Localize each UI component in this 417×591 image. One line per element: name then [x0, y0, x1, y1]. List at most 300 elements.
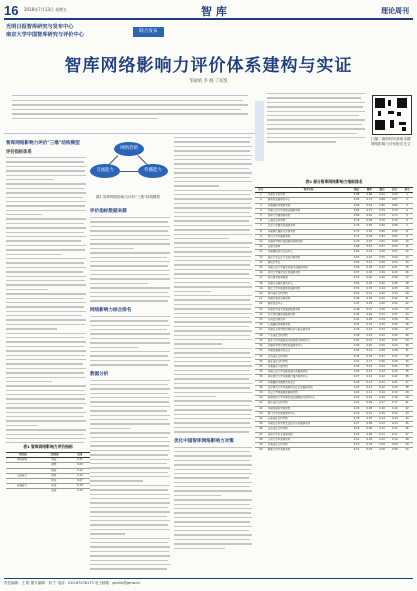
table-caption: 表1 智库网络影响力评价指标: [23, 444, 73, 449]
table-cell: 0.79: [376, 208, 389, 213]
table-cell: 30: [255, 344, 267, 349]
table-cell: 江苏省社会科学院: [267, 354, 350, 359]
table-cell: 0.15: [388, 411, 401, 416]
table-cell: 吉林大学东北亚研究院: [267, 432, 350, 437]
table-cell: 转发: [38, 484, 70, 489]
joint-release-badge: 联合发布: [133, 27, 164, 37]
sidebar-label: [255, 101, 264, 161]
page-header: [4, 3, 413, 17]
table-cell: 23: [401, 307, 413, 312]
table-cell: 0.06: [363, 422, 376, 427]
table-cell: 0.51: [388, 266, 401, 271]
table-cell: 0.38: [376, 307, 389, 312]
table-cell: 16: [401, 271, 413, 276]
table-cell: 47: [401, 432, 413, 437]
table-cell: 0.93: [388, 193, 401, 198]
table-cell: 0.76: [350, 224, 363, 229]
table-cell: 回复: [38, 473, 70, 478]
table-cell: 0.12: [350, 448, 363, 453]
table-cell: 中国发展研究基金会: [267, 349, 350, 354]
table-header-cell: 序号: [255, 188, 267, 193]
table-cell: 0.47: [350, 302, 363, 307]
table-header-cell: 微信: [376, 188, 389, 193]
table-cell: 0.14: [363, 375, 376, 380]
table-cell: 29: [401, 338, 413, 343]
table-cell: 0.35: [376, 323, 389, 328]
table-cell: 0.62: [388, 234, 401, 239]
table-cell: 0.21: [363, 338, 376, 343]
page-number: 16: [4, 3, 19, 18]
table-cell: 0.57: [376, 245, 389, 250]
column-2: [90, 205, 170, 573]
table-cell: 34: [401, 364, 413, 369]
table-cell: 0.30: [363, 297, 376, 302]
table-cell: 0.79: [388, 208, 401, 213]
table-cell: 0.66: [350, 250, 363, 255]
table-cell: 武汉大学国家文化发展研究院: [267, 271, 350, 276]
table-cell: 33: [255, 359, 267, 364]
table-cell: 0.91: [376, 193, 389, 198]
table-cell: 0.48: [388, 276, 401, 281]
arrow-connector: [138, 155, 148, 165]
table-cell: 0.36: [388, 318, 401, 323]
table-cell: 中国与全球化研究中心: [267, 281, 350, 286]
arrow-connector: [120, 171, 138, 172]
table-cell: 0.19: [363, 349, 376, 354]
table-cell: 0.29: [388, 344, 401, 349]
table-cell: 24: [401, 312, 413, 317]
table-cell: 8: [401, 229, 413, 234]
table-cell: 40: [401, 396, 413, 401]
table-cell: 21: [255, 297, 267, 302]
table-cell: 28: [401, 333, 413, 338]
table-cell: 0.28: [388, 349, 401, 354]
supplement-name: 理论周刊: [381, 6, 409, 15]
table-cell: 0.11: [363, 390, 376, 395]
table-cell: 0.38: [363, 266, 376, 271]
table-cell: 中国人民大学首都发展与战略研究院: [267, 370, 350, 375]
table-cell: 44: [401, 416, 413, 421]
table-cell: 0.80: [376, 203, 389, 208]
table-cell: 0.41: [376, 297, 389, 302]
table-cell: 0.66: [376, 229, 389, 234]
table-cell: 0.64: [363, 203, 376, 208]
table-cell: 0.40: [376, 302, 389, 307]
table-cell: 0.18: [376, 396, 389, 401]
table-cell: 西南财经大学中国家庭金融调查与研究中心: [267, 396, 350, 401]
table-cell: 0.12: [376, 427, 389, 432]
table-row: [255, 448, 413, 453]
table-cell: 0.13: [350, 442, 363, 447]
table-cell: 0.20: [363, 344, 376, 349]
table-cell: 28: [255, 333, 267, 338]
table-cell: 0.08: [363, 406, 376, 411]
table-cell: 0.39: [388, 307, 401, 312]
table-cell: 0.22: [350, 396, 363, 401]
publisher-lines: [6, 23, 84, 39]
table-cell: 中国科学技术发展战略研究院: [267, 307, 350, 312]
table-cell: 35: [401, 370, 413, 375]
sidebar-text: [267, 93, 365, 146]
table-cell: 0.08: [70, 463, 90, 468]
table-cell: 0.46: [388, 281, 401, 286]
abstract-rule: [4, 133, 258, 134]
table-cell: 浙江省社会科学院: [267, 401, 350, 406]
section-title: 智 库: [201, 5, 227, 18]
table-cell: 27: [255, 328, 267, 333]
table-cell: 0.90: [350, 203, 363, 208]
table-cell: 0.35: [388, 323, 401, 328]
table-cell: 0.29: [350, 370, 363, 375]
table-cell: 0.32: [388, 333, 401, 338]
table-cell: 9: [401, 234, 413, 239]
table-cell: 6: [255, 219, 267, 224]
table-cell: 四川省社会科学院: [267, 292, 350, 297]
table-cell: 13: [401, 255, 413, 260]
table-cell: 0.88: [376, 198, 389, 203]
table-cell: 22: [401, 302, 413, 307]
table-cell: 7: [255, 224, 267, 229]
table-cell: 10: [255, 240, 267, 245]
table-cell: 0.29: [363, 302, 376, 307]
table-cell: 0.33: [350, 354, 363, 359]
table-cell: 中国国际问题研究基金会: [267, 380, 350, 385]
table-cell: 0.37: [350, 338, 363, 343]
table-header-cell: 综合: [388, 188, 401, 193]
table-cell: 0.15: [376, 411, 389, 416]
section-heading: 优化中国智库网络影响力对策: [174, 438, 234, 444]
table-cell: 0.44: [363, 250, 376, 255]
table-cell: 23: [255, 307, 267, 312]
table-cell: 中国社会科学院: [267, 193, 350, 198]
table-cell: 27: [401, 328, 413, 333]
table-cell: 察哈尔学会: [267, 260, 350, 265]
table-cell: 0.16: [350, 427, 363, 432]
table-cell: 19: [255, 286, 267, 291]
table-cell: 17: [401, 276, 413, 281]
table-cell: 中国铁道科学研究院: [267, 406, 350, 411]
table-cell: 29: [255, 338, 267, 343]
table-cell: 0.15: [363, 370, 376, 375]
table-cell: 中央党校国际战略研究院: [267, 312, 350, 317]
table-cell: 39: [255, 390, 267, 395]
table-cell: 0.74: [350, 229, 363, 234]
table-cell: 中国宏观经济研究院: [267, 297, 350, 302]
table-cell: 3: [401, 203, 413, 208]
table-cell: 0.09: [376, 442, 389, 447]
table-cell: 上海社会科学院: [267, 219, 350, 224]
table-cell: 0.19: [388, 390, 401, 395]
table-cell: 0.23: [376, 370, 389, 375]
table-cell: 0.23: [363, 328, 376, 333]
column-3: [174, 137, 252, 573]
table-cell: 49: [401, 442, 413, 447]
table-cell: 0.26: [363, 312, 376, 317]
table-cell: 43: [401, 411, 413, 416]
table-header-cell: 一级指标: [6, 453, 38, 458]
table-cell: 0.07: [363, 416, 376, 421]
table-cell: 0.50: [363, 229, 376, 234]
table-cell: 0.26: [350, 380, 363, 385]
table-cell: 0.18: [363, 354, 376, 359]
table-cell: 0.25: [350, 385, 363, 390]
table-cell: 0.19: [376, 390, 389, 395]
table-cell: 48: [255, 437, 267, 442]
table-cell: 0.24: [363, 323, 376, 328]
table-cell: 0.27: [388, 354, 401, 359]
table-cell: 24: [255, 312, 267, 317]
table-cell: 0.80: [388, 203, 401, 208]
table-cell: 0.22: [376, 375, 389, 380]
table-cell: 0.82: [350, 208, 363, 213]
table-cell: 0.14: [350, 437, 363, 442]
node-communication: 交流能力: [90, 164, 120, 178]
table-cell: 4: [255, 208, 267, 213]
table-cell: 0.27: [363, 307, 376, 312]
body-text: [6, 157, 86, 443]
table-cell: 11: [401, 245, 413, 250]
table-cell: 0.21: [376, 380, 389, 385]
section-heading: 数据分析: [90, 371, 109, 377]
table-cell: 0.31: [363, 292, 376, 297]
table-cell: 16: [255, 271, 267, 276]
table-cell: 0.61: [376, 240, 389, 245]
table-cell: 河南省社会科学院: [267, 442, 350, 447]
table-cell: 0.61: [363, 214, 376, 219]
table-cell: 0.05: [363, 427, 376, 432]
table-header-cell: 微博: [363, 188, 376, 193]
qr-code[interactable]: [372, 95, 412, 135]
table-cell: 0.43: [350, 318, 363, 323]
table-cell: 0.53: [388, 260, 401, 265]
table-cell: 中国农业科学院农业经济与发展研究所: [267, 422, 350, 427]
table-cell: 中国人民大学重阳金融研究院: [267, 208, 350, 213]
table-cell: 山东省社会科学院: [267, 427, 350, 432]
table-cell: 0.10: [70, 489, 90, 494]
table-cell: 0.63: [376, 234, 389, 239]
table-cell: 0.69: [376, 224, 389, 229]
table-cell: 0.86: [363, 193, 376, 198]
table-cell: 0.42: [376, 292, 389, 297]
table-cell: 中国浦东干部学院: [267, 364, 350, 369]
table-cell: 0.71: [350, 234, 363, 239]
table-cell: 26: [401, 323, 413, 328]
table-cell: 0.13: [388, 422, 401, 427]
table-cell: 37: [401, 380, 413, 385]
table-ranking: [255, 179, 413, 452]
table-cell: 微信: [38, 468, 70, 473]
table-cell: 38: [255, 385, 267, 390]
table-cell: 0.12: [363, 385, 376, 390]
table-header-cell: 网站: [350, 188, 363, 193]
table-cell: 0.55: [363, 224, 376, 229]
table-cell: 北京大学国家发展研究院: [267, 224, 350, 229]
table-cell: 14: [255, 260, 267, 265]
issue-date: 2018年7月13日 星期五: [24, 7, 68, 12]
table-cell: 0.07: [70, 479, 90, 484]
table-cell: 5: [401, 214, 413, 219]
table-cell: 15: [401, 266, 413, 271]
table-cell: 0.72: [363, 198, 376, 203]
table-cell: 0.60: [350, 260, 363, 265]
table-cell: 0.31: [388, 338, 401, 343]
table-cell: 0.42: [388, 297, 401, 302]
qr-caption-text: 扫描二维码即可获取本期网络影响力评价报告全文: [371, 137, 411, 147]
table-cell: 14: [401, 260, 413, 265]
table-cell: 0.16: [363, 364, 376, 369]
table-cell: 0.45: [363, 240, 376, 245]
table-cell: 0.21: [350, 401, 363, 406]
table-cell: 0.57: [350, 271, 363, 276]
table-cell: 36: [401, 375, 413, 380]
table-cell: 0.14: [388, 416, 401, 421]
qr-caption: [371, 137, 413, 148]
table-cell: 0.34: [376, 318, 389, 323]
table-cell: 阅读: [38, 489, 70, 494]
table-cell: 兰州大学中亚研究所: [267, 437, 350, 442]
table-cell: 0.57: [388, 250, 401, 255]
table-cell: 44: [255, 416, 267, 421]
table-cell: 0.87: [388, 198, 401, 203]
table-cell: 0.33: [363, 286, 376, 291]
table-cell: 0.70: [350, 240, 363, 245]
table-cell: 0.34: [388, 328, 401, 333]
table-cell: 中山大学粤港澳发展研究院: [267, 390, 350, 395]
table-cell: 0.37: [376, 312, 389, 317]
table-cell: 3: [255, 203, 267, 208]
table-cell: 中国科学院科技战略咨询研究院: [267, 240, 350, 245]
table-cell: 0.54: [350, 281, 363, 286]
table-cell: 37: [255, 380, 267, 385]
table-cell: 云南省社会科学院: [267, 416, 350, 421]
table-cell: 0.24: [376, 364, 389, 369]
table-cell: 国家信息中心: [267, 302, 350, 307]
table-cell: 0.19: [350, 411, 363, 416]
table-cell: [6, 489, 38, 494]
table-cell: 0.49: [363, 234, 376, 239]
table-cell: 7: [401, 224, 413, 229]
table-cell: 0.03: [363, 448, 376, 453]
table-cell: 0.59: [388, 245, 401, 250]
table-cell: 20: [401, 292, 413, 297]
table-cell: 厦门大学东南亚研究中心: [267, 411, 350, 416]
table-cell: 0.20: [376, 385, 389, 390]
table-cell: 2: [401, 198, 413, 203]
table-cell: 0.27: [376, 354, 389, 359]
table-cell: 30: [401, 344, 413, 349]
table-cell: 6: [401, 219, 413, 224]
table-cell: 0.25: [388, 364, 401, 369]
table-cell: 0.10: [376, 437, 389, 442]
table-cell: 0.52: [363, 245, 376, 250]
table-cell: 新疆大学中亚研究院: [267, 448, 350, 453]
table-cell: 0.16: [388, 406, 401, 411]
table-cell: 0.98: [350, 193, 363, 198]
table-cell: 0.04: [363, 442, 376, 447]
table-header-cell: 权重: [70, 453, 90, 458]
article-title: 智库网络影响力评价体系建构与实证: [64, 56, 353, 76]
table-cell: 网站: [38, 458, 70, 463]
table-cell: 0.38: [350, 333, 363, 338]
table-cell: 0.58: [363, 219, 376, 224]
table-cell: 0.50: [350, 292, 363, 297]
table-cell: 0.28: [363, 318, 376, 323]
table-cell: 全球化智库: [267, 245, 350, 250]
table-cell: 25: [255, 318, 267, 323]
table-cell: 0.65: [388, 229, 401, 234]
table-cell: 0.14: [70, 473, 90, 478]
table-cell: 评论: [38, 479, 70, 484]
table-cell: 18: [401, 281, 413, 286]
table-cell: 北京师范大学中国教育与社会发展研究院: [267, 385, 350, 390]
table-cell: 0.73: [388, 214, 401, 219]
table-cell: 5: [255, 214, 267, 219]
table-cell: 0.68: [388, 224, 401, 229]
table-cell: 0.17: [350, 422, 363, 427]
table-cell: 32: [401, 354, 413, 359]
table-cell: 20: [255, 292, 267, 297]
table-cell: 0.52: [376, 266, 389, 271]
table-cell: 0.80: [350, 214, 363, 219]
table-cell: 国务院发展研究中心: [267, 198, 350, 203]
table-cell: 19: [401, 286, 413, 291]
figure-model: [88, 138, 168, 203]
table-cell: 0.78: [350, 219, 363, 224]
table-cell: 47: [255, 432, 267, 437]
table-cell: 0.55: [350, 276, 363, 281]
table-cell: 40: [255, 396, 267, 401]
table-cell: 0.17: [363, 359, 376, 364]
table-cell: 0.26: [388, 359, 401, 364]
node-dissemination: 传播能力: [138, 164, 168, 178]
table-cell: 0.63: [350, 255, 363, 260]
table-cell: 42: [255, 406, 267, 411]
table-cell: 0.07: [363, 411, 376, 416]
table-cell: 清华大学国情研究院: [267, 214, 350, 219]
table-cell: 0.12: [388, 427, 401, 432]
table-cell: 0.18: [350, 416, 363, 421]
table-cell: 0.33: [376, 328, 389, 333]
table-cell: 0.54: [388, 255, 401, 260]
table-cell: 46: [255, 427, 267, 432]
page-footer: 责任编辑：王 彬 图片编辑：刘 宁 电话：010-67078175 电子邮箱：gmllrk@gmw.cn: [4, 578, 413, 586]
table-cell: 0.58: [376, 250, 389, 255]
table-cell: 0.43: [388, 292, 401, 297]
table-cell: 21: [401, 297, 413, 302]
node-network-marketing: 网络营销: [114, 142, 144, 156]
table-cell: 0.21: [388, 380, 401, 385]
table-cell: 0.14: [376, 416, 389, 421]
table-cell: 0.13: [376, 422, 389, 427]
table-cell: 50: [401, 448, 413, 453]
table-cell: 0.26: [376, 359, 389, 364]
table-cell: 0.55: [376, 255, 389, 260]
figure-caption: 图1 智库网络影响力评价"三维"结构模型: [95, 195, 161, 199]
table-cell: 0.44: [376, 286, 389, 291]
table-cell: 0.08: [388, 448, 401, 453]
table-cell: 0.18: [70, 484, 90, 489]
table-cell: 0.35: [350, 344, 363, 349]
table-cell: 0.13: [363, 380, 376, 385]
table-cell: 0.40: [350, 328, 363, 333]
table-cell: 0.09: [388, 442, 401, 447]
table-cell: 1: [255, 193, 267, 198]
table-cell: 0.10: [388, 437, 401, 442]
table-cell: 上海国际问题研究院: [267, 323, 350, 328]
table-cell: 31: [255, 349, 267, 354]
table-cell: 0.20: [388, 385, 401, 390]
table-cell: 4: [401, 208, 413, 213]
